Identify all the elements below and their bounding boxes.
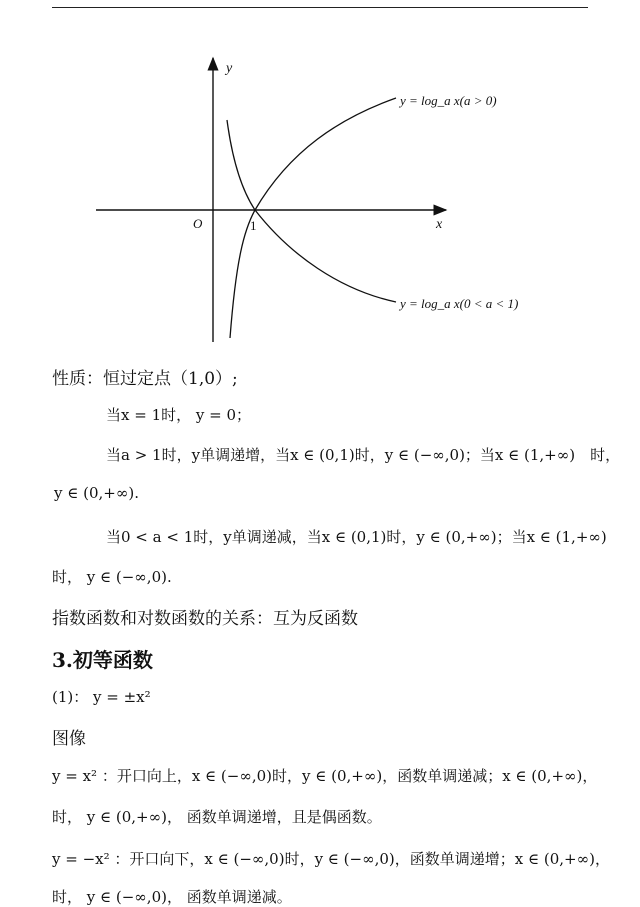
- point-one-label: 1: [250, 218, 257, 233]
- x-axis-label: x: [436, 217, 443, 232]
- parabola-up-line-2: 时， y ∈ (0,+∞)， 函数单调递增，且是偶函数。: [52, 808, 382, 826]
- log-function-graph: [0, 0, 640, 360]
- property-line-2a: 当a > 1时，y单调递增，当x ∈ (0,1)时，y ∈ (−∞,0)；当x ∈ (1,+∞) 时，: [106, 446, 621, 464]
- origin-label: O: [193, 216, 203, 231]
- relation-text: 指数函数和对数函数的关系：互为反函数: [52, 609, 358, 629]
- property-line-3a: 当0 < a < 1时，y单调递减，当x ∈ (0,1)时，y ∈ (0,+∞)；当x ∈ (1,+∞): [106, 528, 607, 546]
- y-axis-label: y: [226, 61, 233, 76]
- properties-heading: 性质：恒过定点（1,0）;: [52, 369, 238, 389]
- property-line-2b: y ∈ (0,+∞).: [54, 484, 139, 502]
- parabola-up-line-1: y = x² ：开口向上，x ∈ (−∞,0)时，y ∈ (0,+∞)，函数单调递减；x ∈ (0,+∞)，: [52, 767, 598, 785]
- property-line-1: 当x = 1时， y = 0；: [106, 406, 251, 424]
- curve1-label: y = log_a x(a > 0): [400, 93, 497, 108]
- item-1: (1)： y = ±x²: [52, 688, 151, 706]
- section-title: 3.初等函数: [52, 648, 153, 672]
- property-line-3b: 时， y ∈ (−∞,0).: [52, 568, 172, 586]
- curve2-label: y = log_a x(0 < a < 1): [400, 296, 519, 311]
- curve-a-less-1: [227, 120, 396, 302]
- parabola-down-line-1: y = −x² ：开口向下，x ∈ (−∞,0)时，y ∈ (−∞,0)，函数单调递增；x ∈ (0,+∞)，: [52, 850, 610, 868]
- image-label: 图像: [52, 729, 86, 749]
- parabola-down-line-2: 时， y ∈ (−∞,0)， 函数单调递减。: [52, 888, 292, 906]
